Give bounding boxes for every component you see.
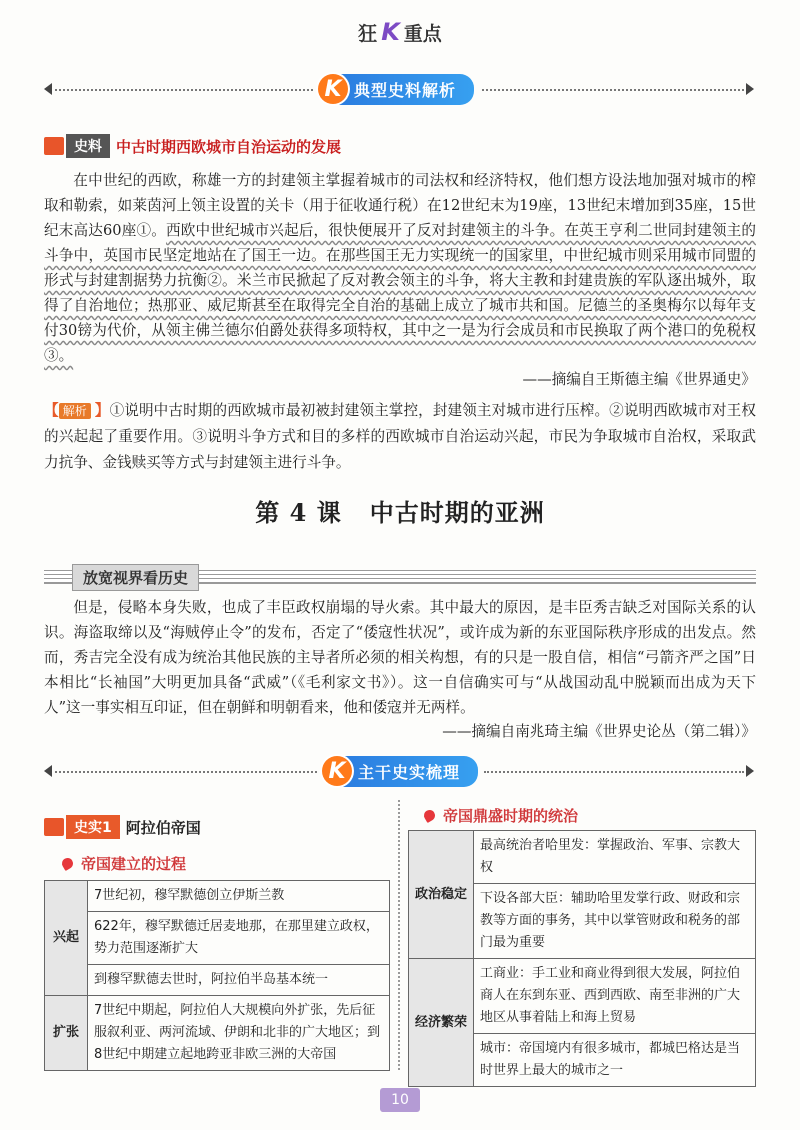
fact1-sub-title: 帝国建立的过程 xyxy=(81,855,187,873)
analysis-block: 【 解析 】①说明中古时期的西欧城市最初被封建领主掌控，封建领主对城市进行压榨。②说明西欧城市对王权的兴起起了重要作用。③说明斗争方式和目的多样的西欧城市自治运动兴起，市民为争取城市自治权，采取武力抗争、金钱赎买等方式与封建领主进行斗争。 xyxy=(44,402,756,471)
row-category: 政治稳定 xyxy=(409,831,474,959)
analysis-label: 解析 xyxy=(59,403,91,419)
fact1-title: 阿拉伯帝国 xyxy=(125,818,201,837)
table-row xyxy=(409,959,756,1034)
broaden-heading xyxy=(72,564,199,591)
arrow-right-icon xyxy=(746,83,754,95)
table-cell: 工商业：手工业和商业得到很大发展，阿拉伯商人在东到东亚、西到西欧、南至非洲的广大地区从事着陆上和海上贸易 xyxy=(474,959,756,1034)
table-row xyxy=(45,965,390,996)
table-cell: 7世纪初，穆罕默德创立伊斯兰教 xyxy=(88,881,390,912)
broaden-citation: ——摘编自南兆琦主编《世界史论丛（第二辑）》 xyxy=(442,723,756,740)
header-k-logo: K xyxy=(381,18,400,46)
arrow-left-icon xyxy=(44,83,52,95)
broaden-label: 放宽视界看历史 xyxy=(72,564,199,591)
broaden-body: 但是，侵略本身失败，也成了丰臣政权崩塌的导火索。其中最大的原因，是丰臣秀吉缺乏对国际关系的认识。海盗取缔以及“海贼停止令”的发布，否定了“倭寇性状况”，或许成为新的东亚国际秩序形成的出发点。然而，秀吉完全没有成为统治其他民族的主导者所必须的相关构想，有的只是一股自信，相信“弓箭齐严之国”日本相比“长袖国”大明更加具备“武威”（《毛利家文书》）。这一自信确实可与“从战国动乱中脱颖而出成为天下人”这一事实相互印证，但在朝鲜和明朝看来，他和倭寇并无两样。 xyxy=(44,599,756,716)
k-badge-icon: K xyxy=(322,756,352,786)
section-banner-analysis xyxy=(318,74,474,104)
arrow-left-icon xyxy=(44,765,52,777)
table-row xyxy=(45,881,390,912)
source-label: 史料 xyxy=(66,134,110,158)
page-number: 10 xyxy=(380,1088,420,1112)
table-cell: 最高统治者哈里发：掌握政治、军事、宗教大权 xyxy=(474,831,756,884)
fact2-sub-title: 帝国鼎盛时期的统治 xyxy=(443,807,579,825)
banner-text: 典型史料解析 xyxy=(338,74,474,105)
row-category: 扩张 xyxy=(45,996,88,1071)
banner-text: 主干史实梳理 xyxy=(342,756,478,787)
table-cell: 城市：帝国境内有很多城市，都城巴格达是当时世界上最大的城市之一 xyxy=(474,1034,756,1087)
header-right: 重点 xyxy=(403,23,442,45)
column-divider xyxy=(398,800,400,1070)
table-cell: 下设各部大臣：辅助哈里发掌行政、财政和宗教等方面的事务，其中以掌管财政和税务的部门最为重要 xyxy=(474,884,756,959)
bullet-icon xyxy=(422,808,437,823)
source-heading xyxy=(44,134,341,158)
source-text-underlined: 西欧中世纪城市兴起后，很快便展开了反对封建领主的斗争。在英王亨利二世同封建领主的斗争中，英国市民坚定地站在了国王一边。在那些国王无力实现统一的国家里，中世纪城市则采用城市同盟的形式与封建割据势力抗衡②。米兰市民掀起了反对教会领主的斗争，将大主教和封建贵族的军队逐出城外，取得了自治地位；热那亚、威尼斯甚至在取得完全自治的基础上成立了城市共和国。尼德兰的圣奥梅尔以每年支付30镑为代价，从领主佛兰德尔伯爵处获得多项特权，其中之一是为行会成员和市民换取了两个港口的免税权③。 xyxy=(44,222,756,364)
lesson-name: 中古时期的亚洲 xyxy=(369,498,545,527)
book-icon xyxy=(44,818,64,836)
source-text-plain: 在中世纪的西欧，称雄一方的封建领主掌握着城市的司法权和经济特权，他们想方设法地加强对城市的榨取和勒索，如莱茵河上领主设置的关卡（用于征收通行税）在12世纪末为19座，13世纪末增加到35座，15世纪末高达60座①。 xyxy=(44,172,756,239)
bullet-icon xyxy=(60,856,75,871)
table-cell: 7世纪中期起，阿拉伯人大规模向外扩张，先后征服叙利亚、两河流域、伊朗和北非的广大地区；到8世纪中期建立起地跨亚非欧三洲的大帝国 xyxy=(88,996,390,1071)
book-icon xyxy=(44,137,64,155)
divider xyxy=(55,89,313,91)
fact2-table xyxy=(408,830,756,1087)
header-left: 狂 xyxy=(358,23,378,45)
lesson-title xyxy=(0,493,800,528)
section-banner-facts xyxy=(322,756,478,786)
running-header xyxy=(0,18,800,46)
broaden-text xyxy=(44,595,756,720)
lesson-number: 第 4 课 xyxy=(255,498,342,527)
divider xyxy=(482,89,744,91)
divider xyxy=(55,771,317,773)
table-row xyxy=(409,831,756,884)
arrow-right-icon xyxy=(746,765,754,777)
fact2-subheading xyxy=(424,805,578,826)
source-title: 中古时期西欧城市自治运动的发展 xyxy=(116,137,342,156)
fact1-label: 史实1 xyxy=(66,815,120,839)
fact1-table xyxy=(44,880,390,1071)
row-category: 兴起 xyxy=(45,881,88,996)
table-cell: 622年，穆罕默德迁居麦地那，在那里建立政权，势力范围逐渐扩大 xyxy=(88,912,390,965)
source-text xyxy=(44,168,756,368)
analysis-text: ①说明中古时期的西欧城市最初被封建领主掌控，封建领主对城市进行压榨。②说明西欧城市对王权的兴起起了重要作用。③说明斗争方式和目的多样的西欧城市自治运动兴起，市民为争取城市自治权，采取武力抗争、金钱赎买等方式与封建领主进行斗争。 xyxy=(44,402,756,471)
table-row xyxy=(45,996,390,1071)
source-citation: ——摘编自王斯德主编《世界通史》 xyxy=(522,371,756,388)
table-cell: 到穆罕默德去世时，阿拉伯半岛基本统一 xyxy=(88,965,390,996)
fact1-heading xyxy=(44,815,201,839)
table-row xyxy=(45,912,390,965)
divider xyxy=(484,771,744,773)
k-badge-icon: K xyxy=(318,74,348,104)
row-category: 经济繁荣 xyxy=(409,959,474,1087)
fact1-subheading xyxy=(62,853,186,874)
